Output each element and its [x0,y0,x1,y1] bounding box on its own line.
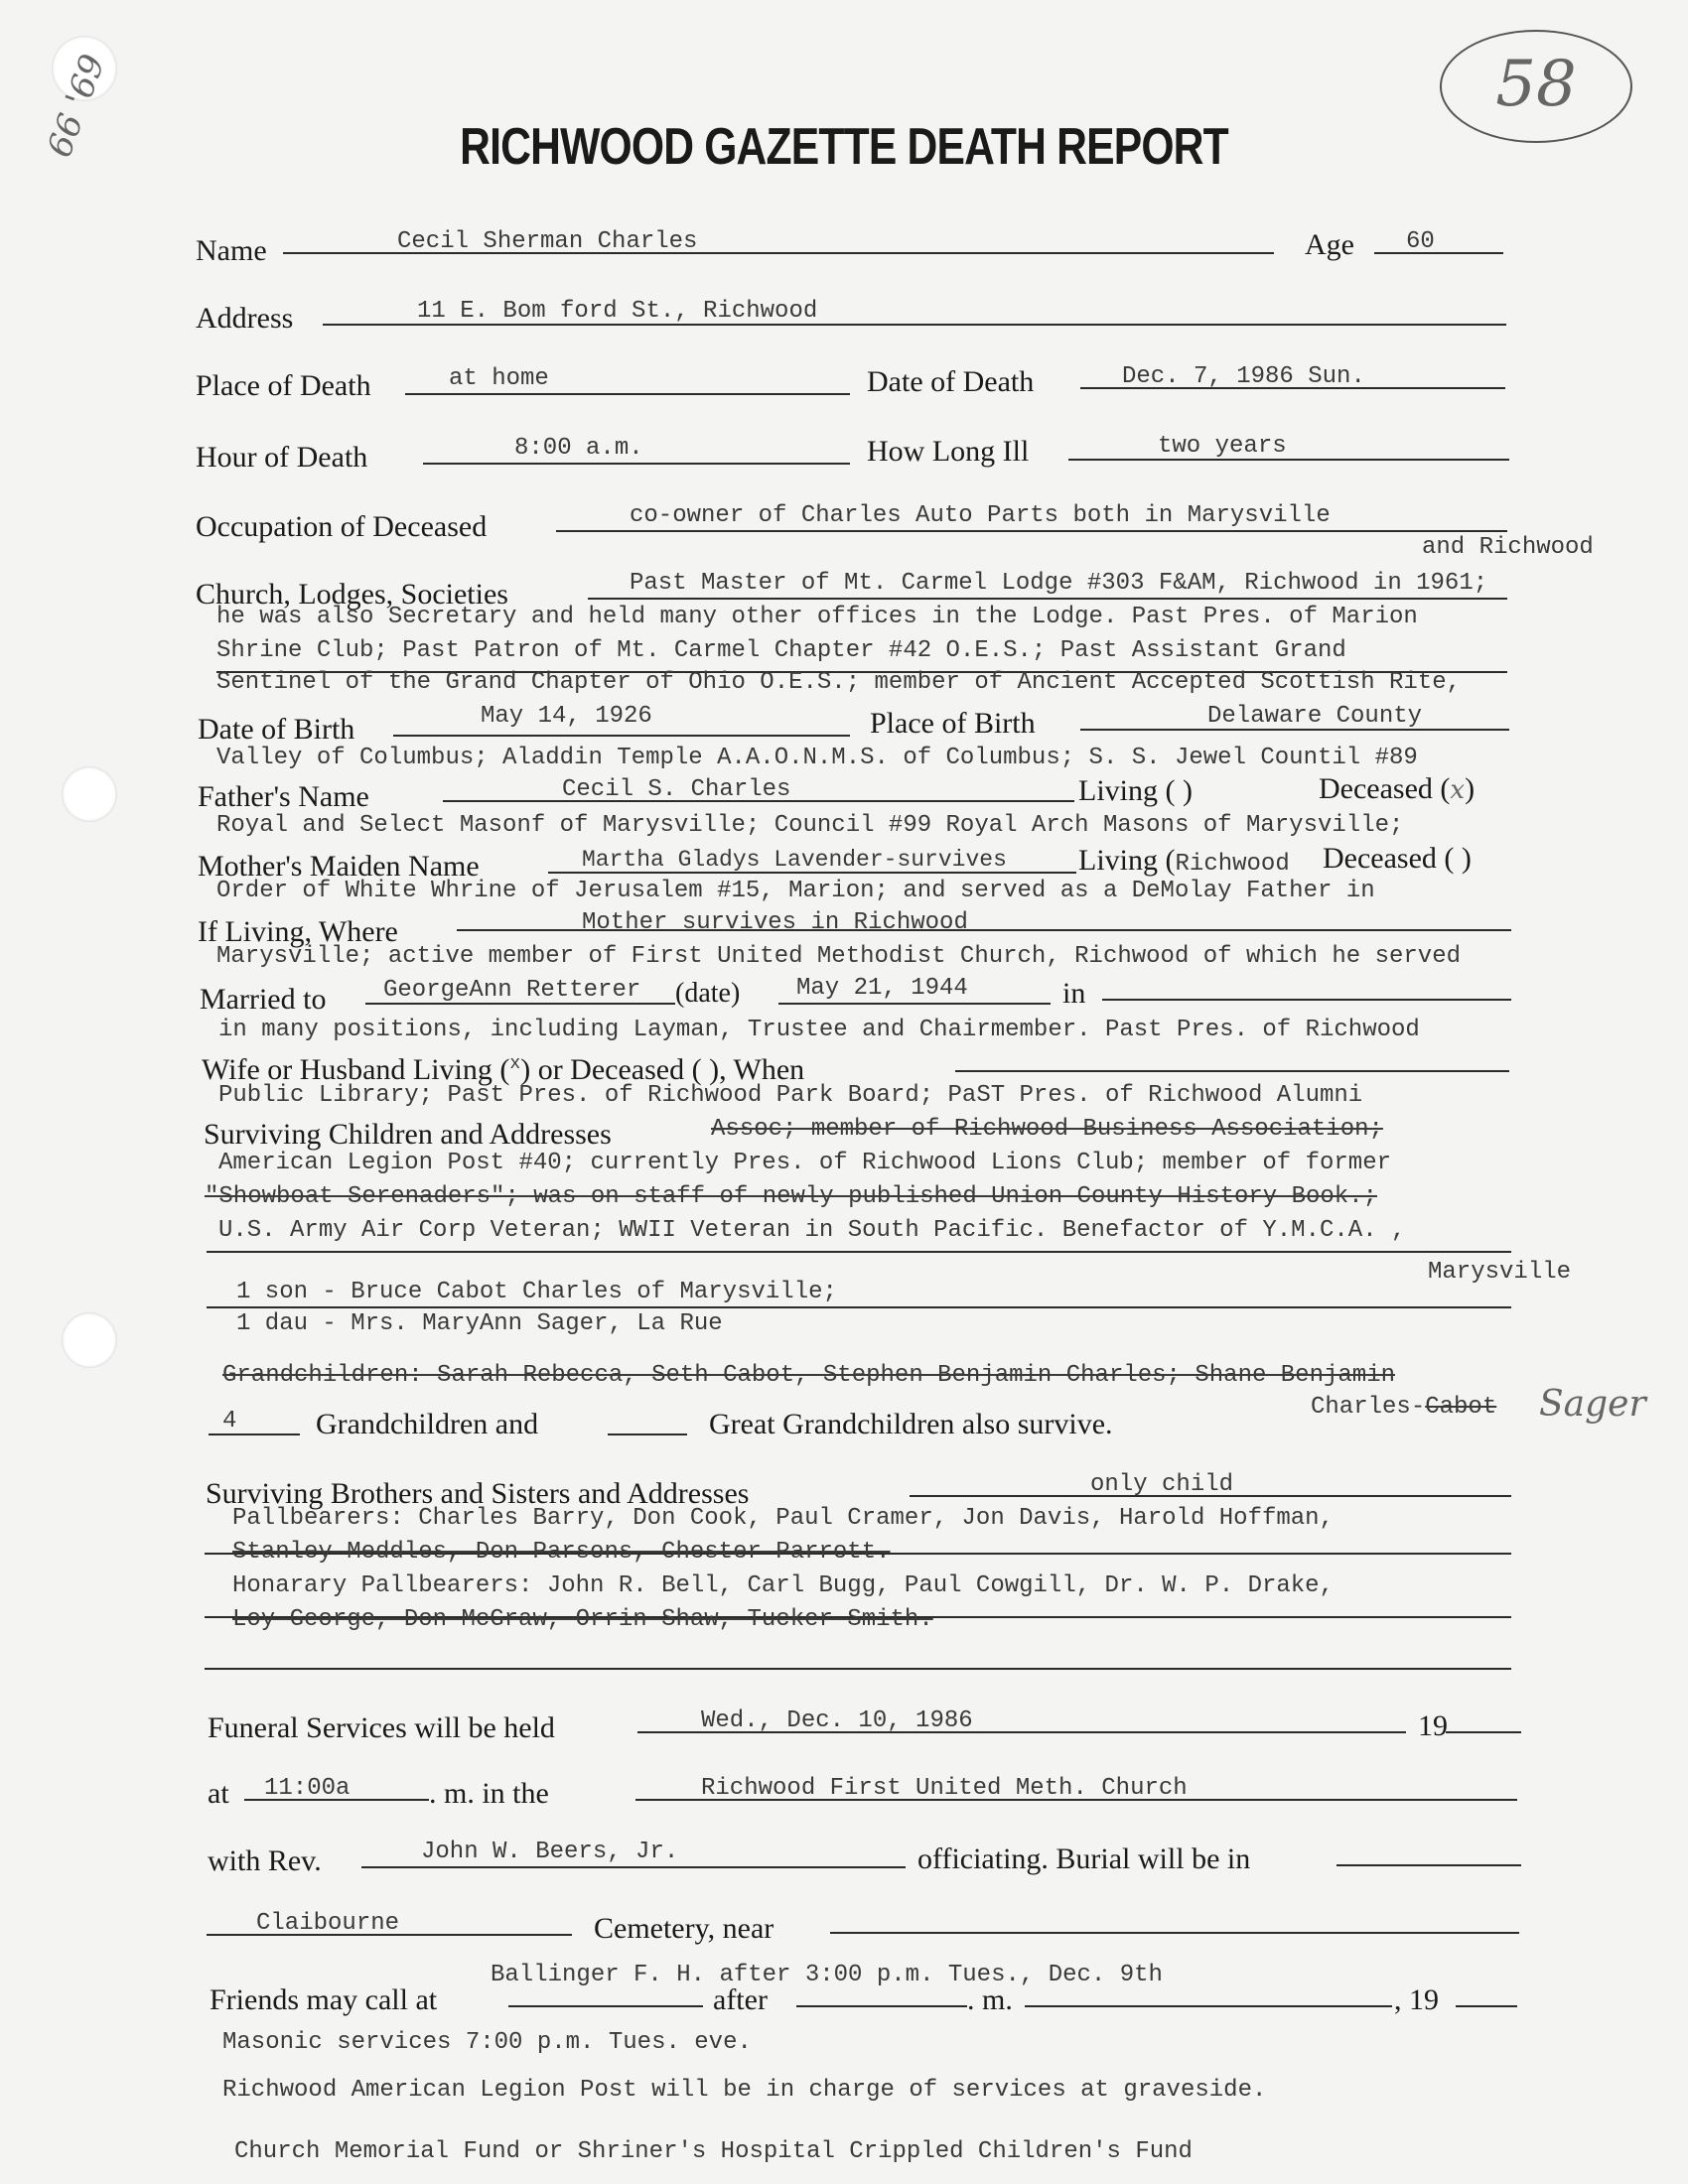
occupation-underline [556,530,1507,532]
church-line-14-cont: Marysville [1428,1259,1572,1286]
occupation-label: Occupation of Deceased [196,510,488,543]
fathers-name-value: Cecil S. Charles [562,776,791,803]
rev-value: John W. Beers, Jr. [421,1839,679,1865]
mothers-maiden-label: Mother's Maiden Name [198,850,480,883]
fathers-name-label: Father's Name [198,780,369,813]
children-underline-1 [207,1251,1511,1253]
pallbearers-line-1: Pallbearers: Charles Barry, Don Cook, Paul Cramer, Jon Davis, Harold Hoffman, [232,1505,1334,1532]
surviving-children-label: Surviving Children and Addresses [204,1118,612,1151]
page-title: RICHWOOD GAZETTE DEATH REPORT [460,118,1228,176]
funeral-nineteen: 19 [1418,1709,1448,1742]
hon-pallbearers-line-1: Honarary Pallbearers: John R. Bell, Carl Bugg, Paul Cowgill, Dr. W. P. Drake, [232,1572,1334,1599]
name-value: Cecil Sherman Charles [397,228,698,255]
place-of-birth-value: Delaware County [1207,703,1423,730]
age-underline [1374,252,1503,254]
hour-of-death-value: 8:00 a.m. [514,435,643,462]
married-date-value: May 21, 1944 [796,975,968,1002]
place-of-death-label: Place of Death [196,369,371,402]
mother-living-label [1078,844,1290,879]
friends-year-underline [1456,2005,1517,2007]
church-line-2: he was also Secretary and held many other offices in the Lodge. Past Pres. of Marion [216,604,1418,630]
friends-call-value: Ballinger F. H. after 3:00 p.m. Tues., Dec. 9th [491,1962,1163,1988]
church-line-1: Past Master of Mt. Carmel Lodge #303 F&AM, Richwood in 1961; [630,570,1488,597]
grandchildren-names: Grandchildren: Sarah Rebecca, Seth Cabot, Stephen Benjamin Charles; Shane Benjamin [222,1362,1395,1389]
date-of-birth-value: May 14, 1926 [481,703,652,730]
spouse-when-underline [955,1070,1509,1072]
how-long-ill-label: How Long Ill [867,435,1030,468]
funeral-date-value: Wed., Dec. 10, 1986 [701,1707,973,1734]
married-in-underline [1102,999,1511,1001]
mother-town: chwood [1203,851,1290,878]
father-living-label: Living ( ) [1078,774,1193,807]
church-line-12: American Legion Post #40; currently Pres. of Richwood Lions Club; member of former [218,1150,1391,1176]
church-line-5: Valley of Columbus; Aladdin Temple A.A.O.N.M.S. of Columbus; S. S. Jewel Countil #89 [216,745,1418,771]
date-of-death-label: Date of Death [867,365,1035,398]
m-dot-label: . m. [967,1983,1013,2016]
married-to-label: Married to [200,983,327,1016]
mother-deceased-label: Deceased ( ) [1323,842,1472,875]
margin-note: 66 '69 [40,49,114,163]
church-line-11: Assoc; member of Richwood Business Association; [711,1116,1383,1143]
mother-living-mark: Ri [1175,851,1204,878]
father-deceased-close: ) [1465,772,1476,805]
brothers-sisters-value: only child [1090,1471,1234,1498]
grandchildren-hand-correction: Sager [1539,1384,1646,1425]
grandchildren-count: 4 [222,1408,237,1434]
church-line-6: Royal and Select Masonf of Marysville; Council #99 Royal Arch Masons of Marysville; [216,812,1404,839]
grandchildren-and-label: Grandchildren and [316,1408,539,1440]
with-rev-label: with Rev. [208,1844,322,1877]
church-line-10: Public Library; Past Pres. of Richwood Park Board; PaST Pres. of Richwood Alumni [218,1082,1363,1109]
burial-underline [1336,1864,1521,1866]
if-living-where-value: Mother survives in Richwood [582,909,968,936]
blank-underline [205,1668,1511,1670]
church-line-3: Shrine Club; Past Patron of Mt. Carmel Chapter #42 O.E.S.; Past Assistant Grand [216,637,1346,664]
married-date-underline [778,1003,1051,1005]
punch-hole-middle [62,766,117,822]
spouse-living-text: Wife or Husband Living ( [202,1053,510,1086]
child-line-1: 1 son - Bruce Cabot Charles of Marysville; [236,1279,837,1305]
how-long-ill-underline [1068,459,1509,461]
m-in-the-label: . m. in the [429,1777,549,1810]
hour-of-death-underline [423,463,850,465]
funeral-time-value: 11:00a [264,1775,351,1802]
rev-underline [361,1866,906,1868]
punch-hole-bottom [62,1312,117,1368]
officiating-label: officiating. Burial will be in [917,1843,1251,1875]
church-label: Church, Lodges, Societies [196,578,508,611]
church-line-9: in many positions, including Layman, Trustee and Chairmember. Past Pres. of Richwood [218,1017,1420,1043]
spouse-living-mark: x [509,1054,521,1074]
age-label: Age [1305,228,1354,261]
funeral-held-label: Funeral Services will be held [208,1711,555,1744]
hour-of-death-label: Hour of Death [196,441,368,474]
brothers-sisters-label: Surviving Brothers and Sisters and Addresses [206,1477,750,1510]
grandchildren-names-cont [1311,1394,1496,1422]
grandchildren-struck: Cabot [1425,1394,1497,1421]
place-of-birth-label: Place of Birth [870,707,1036,740]
age-value: 60 [1406,228,1435,255]
grandchildren-charles: Charles- [1311,1394,1426,1421]
place-of-death-value: at home [449,365,549,392]
married-date-label: (date) [675,978,741,1009]
occupation-value-cont: and Richwood [1422,534,1594,561]
mothers-maiden-value: Martha Gladys Lavender-survives [582,847,1007,873]
children-underline-2 [207,1306,1511,1308]
date-of-birth-underline [393,735,850,737]
friends-date-underline [1025,2005,1392,2007]
how-long-ill-value: two years [1158,433,1287,460]
date-of-death-value: Dec. 7, 1986 Sun. [1122,363,1365,390]
child-line-2: 1 dau - Mrs. MaryAnn Sager, La Rue [236,1310,723,1337]
page-number: 58 [1495,48,1577,121]
occupation-value: co-owner of Charles Auto Parts both in Marysville [630,502,1331,529]
church-line-7: Order of White Whrine of Jerusalem #15, Marion; and served as a DeMolay Father in [216,878,1375,904]
church-line-4: Sentinel of the Grand Chapter of Ohio O.E.S.; member of Ancient Accepted Scottish Rite, [216,669,1462,696]
cemetery-value: Claibourne [256,1910,400,1937]
church-line-8: Marysville; active member of First United Methodist Church, Richwood of which he served [216,943,1462,970]
married-in-label: in [1062,977,1086,1010]
great-grandchildren-label: Great Grandchildren also survive. [709,1408,1113,1440]
father-deceased-mark: x [1450,775,1466,805]
at-label: at [208,1777,229,1810]
church-line-13: "Showboat Serenaders"; was on staff of newly published Union County History Book.; [205,1183,1377,1210]
hon-pallbearers-line-2: Loy George, Don McGraw, Orrin Shaw, Tucker Smith. [232,1606,933,1633]
address-label: Address [196,302,294,335]
friends-call-underline [508,2005,703,2007]
address-value: 11 E. Bom ford St., Richwood [417,298,818,325]
comma-19-label: , 19 [1394,1983,1439,2016]
date-of-birth-label: Date of Birth [198,713,355,746]
church-underline [588,598,1507,600]
pallbearers-line-2: Stanley Meddles, Don Parsons, Chester Parrott. [232,1539,891,1566]
place-of-death-underline [405,393,850,395]
after-label: after [713,1983,768,2016]
father-deceased-text: Deceased ( [1319,772,1451,805]
great-grandchildren-underline [608,1433,687,1435]
mother-living-text: Living ( [1078,844,1176,877]
after-underline [796,2005,967,2007]
cemetery-near-underline [830,1932,1519,1934]
father-deceased-label [1319,772,1475,807]
church-line-14: U.S. Army Air Corp Veteran; WWII Veteran in South Pacific. Benefactor of Y.M.C.A. , [218,1217,1406,1244]
funeral-year-underline [1446,1731,1521,1733]
if-living-where-label: If Living, Where [198,915,398,948]
married-to-value: GeorgeAnn Retterer [383,977,641,1004]
cemetery-near-label: Cemetery, near [594,1912,774,1945]
note-line-3: Church Memorial Fund or Shriner's Hospital Crippled Children's Fund [234,2138,1193,2165]
note-line-1: Masonic services 7:00 p.m. Tues. eve. [222,2029,752,2056]
spouse-living-close: ) or Deceased ( ), When [520,1053,805,1086]
name-label: Name [196,234,267,267]
friends-call-label: Friends may call at [210,1983,438,2016]
funeral-place-value: Richwood First United Meth. Church [701,1775,1188,1802]
note-line-2: Richwood American Legion Post will be in charge of services at graveside. [222,2077,1267,2104]
